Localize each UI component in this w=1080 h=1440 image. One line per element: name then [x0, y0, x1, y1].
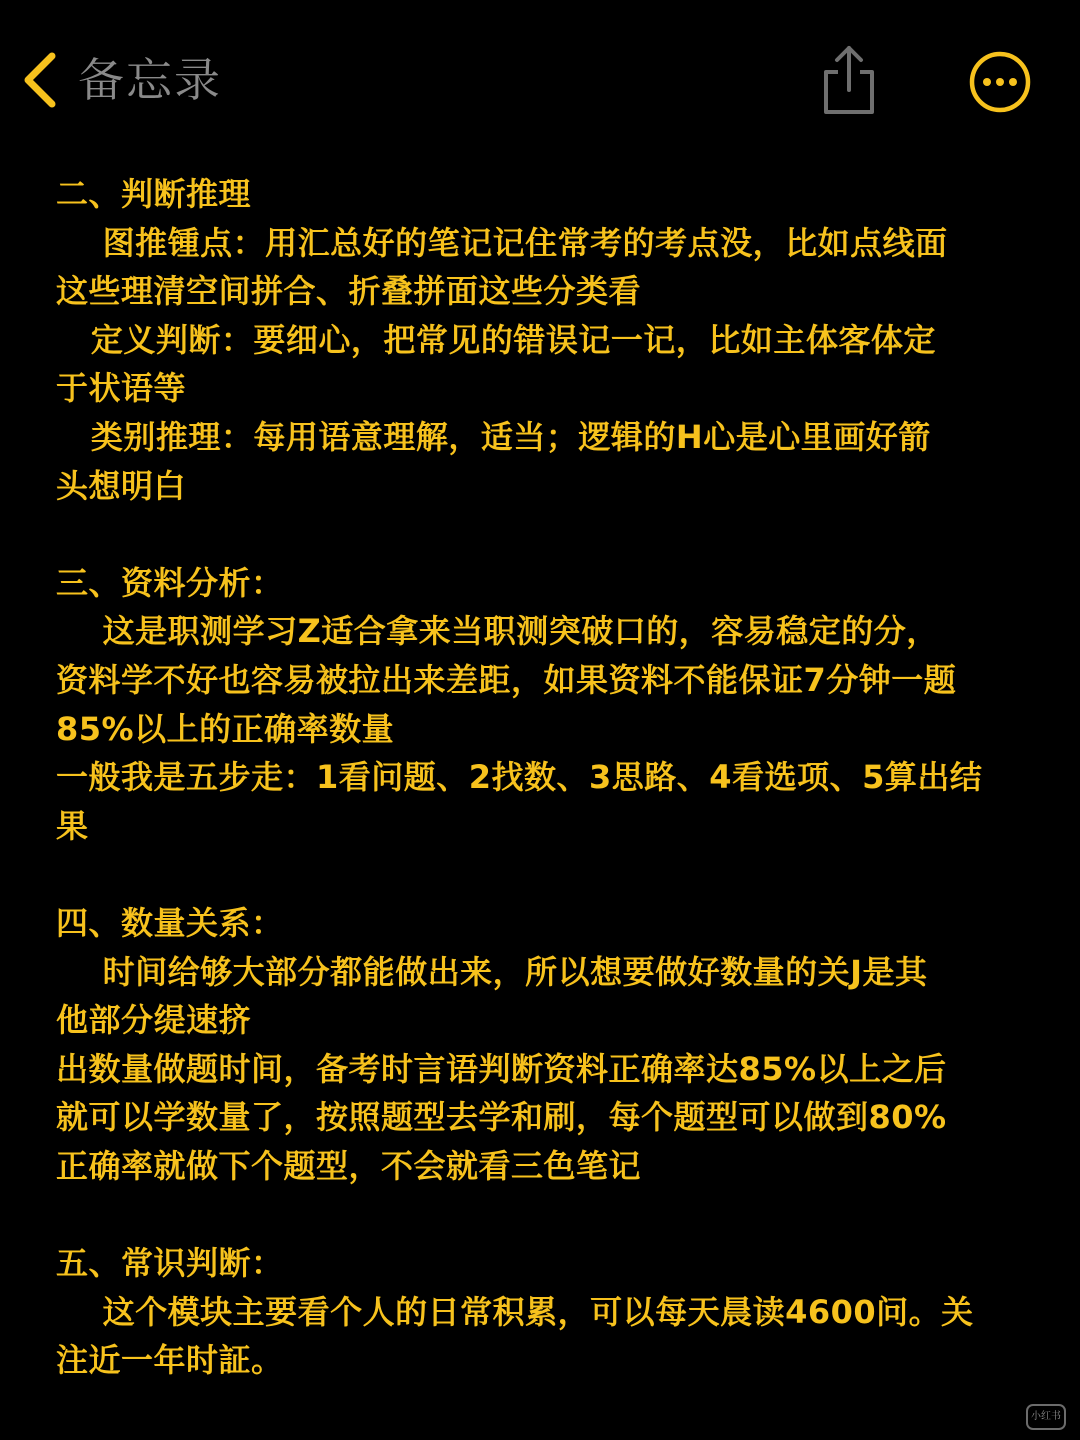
note-line: 五、常识判断：: [56, 1244, 284, 1283]
note-line: 三、资料分析：: [56, 563, 284, 602]
note-line: 出数量做题时间，备考时言语判断资料正确率达85%以上之后: [56, 1049, 947, 1088]
note-line: 85%以上的正确率数量: [56, 709, 395, 748]
note-line: 定义判断：要细心，把常见的错误记一记，比如主体客体定: [56, 320, 936, 359]
note-line: 四、数量关系：: [56, 903, 284, 942]
note-line: 时间给够大部分都能做出来，所以想要做好数量的关J是其: [56, 952, 928, 991]
watermark-text: 小红书: [1031, 1411, 1061, 1422]
share-button[interactable]: [818, 42, 880, 116]
note-line: 他部分缇速挤: [56, 1001, 252, 1040]
note-line: 果: [56, 806, 89, 845]
note-line: 正确率就做下个题型，不会就看三色笔记: [56, 1146, 642, 1185]
back-label: 备忘录: [78, 53, 222, 107]
note-body[interactable]: [56, 170, 1031, 1385]
chevron-left-icon: [22, 52, 58, 108]
note-line: 资料学不好也容易被拉出来差距，如果资料不能保证7分钟一题: [56, 660, 957, 699]
note-line: 注近一年时証。: [56, 1341, 284, 1380]
note-line: 就可以学数量了，按照题型去学和刷，每个题型可以做到80%: [56, 1098, 947, 1137]
note-blank-line: [56, 510, 1031, 559]
navigation-bar: [0, 0, 1080, 160]
note-line: 这些理清空间拼合、折叠拼面这些分类看: [56, 272, 642, 311]
more-button[interactable]: [968, 50, 1032, 114]
note-blank-line: [56, 850, 1031, 899]
watermark-logo: [1026, 1404, 1066, 1430]
share-icon: [818, 42, 880, 116]
note-line: 图推锺点：用汇总好的笔记记住常考的考点没，比如点线面: [56, 223, 948, 262]
ellipsis-circle-icon: [968, 50, 1032, 114]
note-line: 一般我是五步走：1看问题、2找数、3思路、4看选项、5算出结: [56, 758, 983, 797]
note-line: 类别推理：每用语意理解，适当；逻辑的H心是心里画好箭: [56, 417, 931, 456]
note-line: 这个模块主要看个人的日常积累，可以每天晨读4600问。关: [56, 1292, 974, 1331]
note-line: 于状语等: [56, 369, 187, 408]
note-line: 头想明白: [56, 466, 187, 505]
note-blank-line: [56, 1190, 1031, 1239]
note-line: 二、判断推理: [56, 175, 252, 213]
note-line: 这是职测学习Z适合拿来当职测突破口的，容易稳定的分，: [56, 612, 939, 651]
back-button[interactable]: [22, 48, 222, 112]
